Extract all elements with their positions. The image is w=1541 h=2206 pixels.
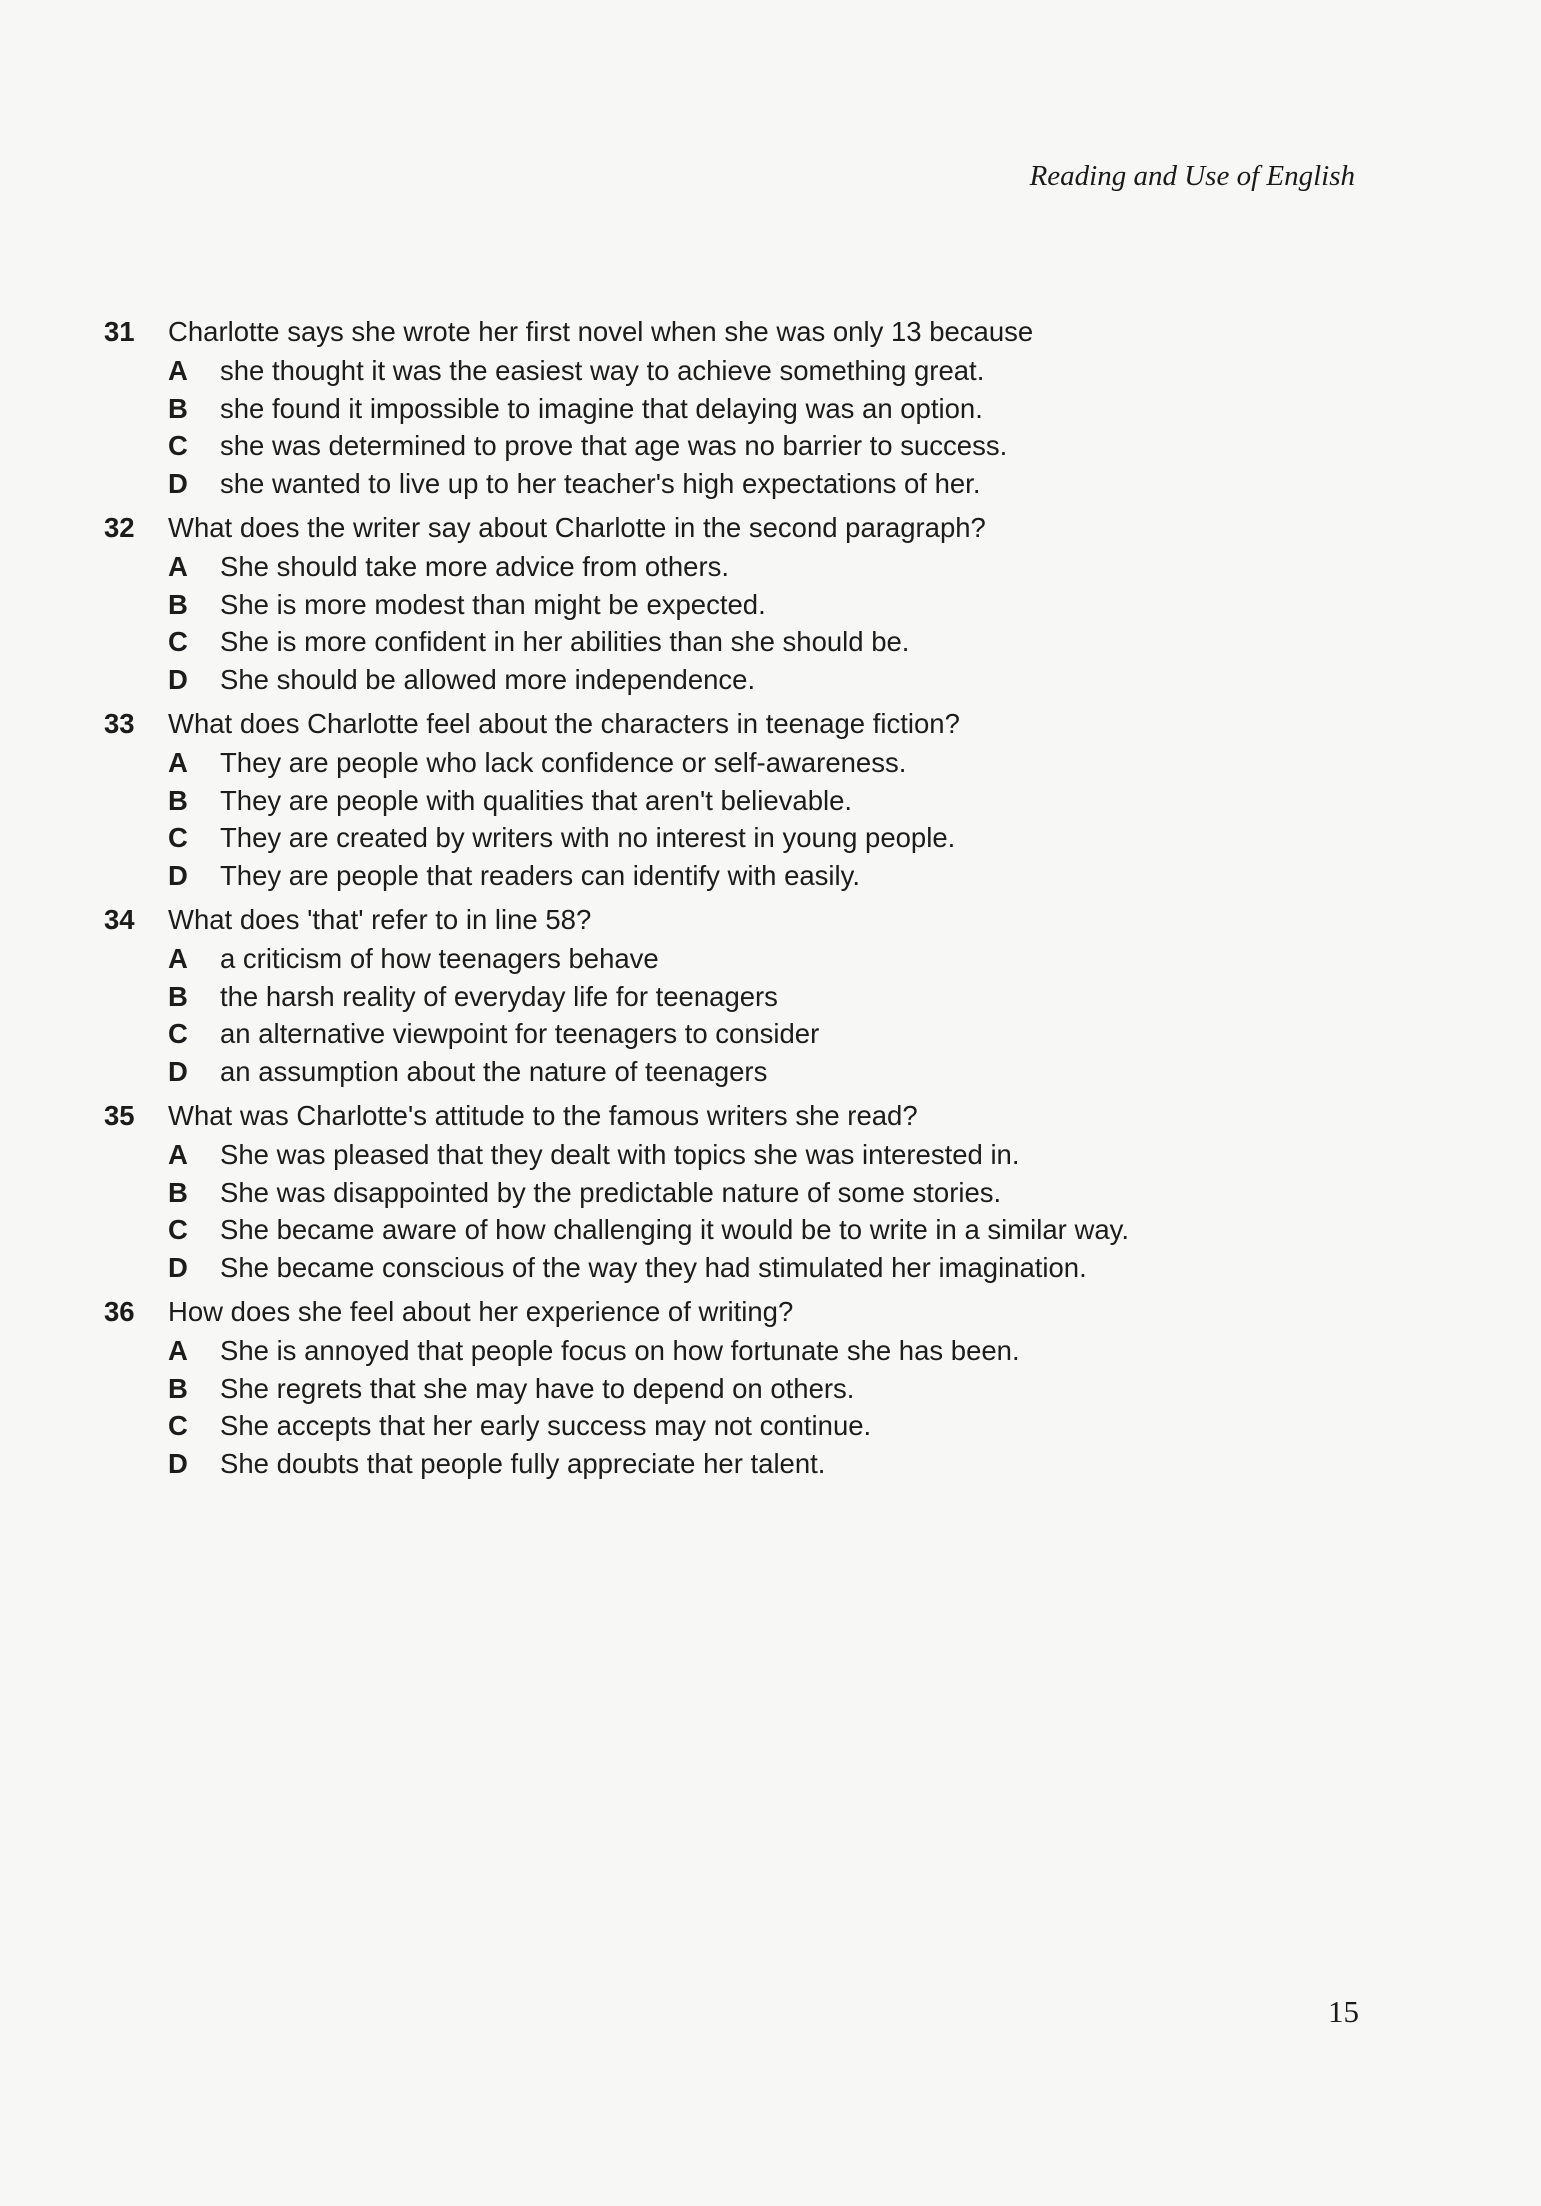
option-letter: C [168,1410,188,1441]
option-text: She became aware of how challenging it would be to write in a similar way. [220,1214,1129,1245]
question-number: 32 [104,512,135,543]
option-a [168,352,1354,390]
question-stem [104,312,1354,352]
option-text: They are people with qualities that aren't believable. [220,784,853,816]
running-header: Reading and Use of English [1029,160,1355,192]
question-32 [104,508,1354,698]
option-d [168,1053,1354,1091]
option-letter: B [168,980,188,1012]
option-letter: C [168,822,188,853]
option-text: She accepts that her early success may not continue. [220,1410,872,1441]
option-text: she thought it was the easiest way to achieve something great. [220,355,985,386]
option-c [168,427,1354,465]
option-a [168,1136,1354,1174]
option-text: They are people who lack confidence or self-awareness. [220,747,907,778]
option-d [168,857,1354,895]
option-letter: D [168,467,188,499]
option-c [168,1015,1354,1053]
option-letter: C [168,1214,188,1245]
option-text: She doubts that people fully appreciate her talent. [220,1447,826,1479]
option-d [168,465,1354,503]
option-b [168,782,1354,820]
option-c [168,1407,1354,1445]
option-letter: D [168,1055,188,1087]
option-d [168,1445,1354,1483]
option-list [168,352,1354,502]
option-c [168,623,1354,661]
option-letter: A [168,943,188,974]
option-text: she wanted to live up to her teacher's high expectations of her. [220,467,981,499]
option-b [168,978,1354,1016]
option-b [168,1370,1354,1408]
question-text: What does 'that' refer to in line 58? [168,904,592,935]
option-text: She should be allowed more independence. [220,663,756,695]
option-a [168,548,1354,586]
option-d [168,1249,1354,1287]
question-number: 35 [104,1100,135,1131]
question-text: Charlotte says she wrote her first novel when she was only 13 because [168,316,1034,347]
option-letter: A [168,355,188,386]
option-b [168,390,1354,428]
option-letter: A [168,1139,188,1170]
option-letter: C [168,1018,188,1049]
question-number: 36 [104,1296,135,1327]
question-stem [104,508,1354,548]
option-c [168,819,1354,857]
option-letter: C [168,626,188,657]
option-letter: B [168,1176,188,1208]
option-letter: A [168,551,188,582]
question-text: How does she feel about her experience of writing? [168,1296,794,1327]
question-text: What does the writer say about Charlotte in the second paragraph? [168,512,986,543]
option-list [168,940,1354,1090]
option-text: They are people that readers can identify with easily. [220,859,860,891]
question-stem [104,1292,1354,1332]
question-number: 31 [104,316,135,347]
question-list [104,312,1354,1488]
option-text: She is annoyed that people focus on how fortunate she has been. [220,1335,1020,1366]
option-letter: B [168,588,188,620]
option-text: she was determined to prove that age was no barrier to success. [220,430,1008,461]
option-a [168,940,1354,978]
option-letter: C [168,430,188,461]
option-list [168,1136,1354,1286]
option-b [168,1174,1354,1212]
option-letter: D [168,663,188,695]
question-number: 34 [104,904,135,935]
option-text: the harsh reality of everyday life for teenagers [220,980,778,1012]
option-letter: B [168,784,188,816]
option-b [168,586,1354,624]
question-34 [104,900,1354,1090]
question-36 [104,1292,1354,1482]
option-text: she found it impossible to imagine that delaying was an option. [220,392,983,424]
option-d [168,661,1354,699]
question-stem [104,1096,1354,1136]
question-stem [104,900,1354,940]
option-letter: D [168,1251,188,1283]
option-list [168,548,1354,698]
question-33 [104,704,1354,894]
question-number: 33 [104,708,135,739]
option-letter: D [168,859,188,891]
page-number: 15 [1328,1994,1359,2029]
option-letter: A [168,1335,188,1366]
question-text: What does Charlotte feel about the characters in teenage fiction? [168,708,960,739]
option-letter: B [168,1372,188,1404]
option-text: She is more confident in her abilities than she should be. [220,626,910,657]
option-a [168,1332,1354,1370]
option-list [168,744,1354,894]
option-text: an alternative viewpoint for teenagers to consider [220,1018,820,1049]
option-text: She was disappointed by the predictable nature of some stories. [220,1176,1002,1208]
option-text: She was pleased that they dealt with topics she was interested in. [220,1139,1020,1170]
option-text: She should take more advice from others. [220,551,730,582]
question-stem [104,704,1354,744]
option-list [168,1332,1354,1482]
option-text: She regrets that she may have to depend on others. [220,1372,855,1404]
question-31 [104,312,1354,502]
option-text: an assumption about the nature of teenagers [220,1055,768,1087]
option-c [168,1211,1354,1249]
option-letter: A [168,747,188,778]
option-letter: D [168,1447,188,1479]
option-letter: B [168,392,188,424]
option-text: a criticism of how teenagers behave [220,943,659,974]
option-text: They are created by writers with no interest in young people. [220,822,956,853]
option-a [168,744,1354,782]
option-text: She became conscious of the way they had stimulated her imagination. [220,1251,1087,1283]
question-text: What was Charlotte's attitude to the famous writers she read? [168,1100,918,1131]
question-35 [104,1096,1354,1286]
option-text: She is more modest than might be expected. [220,588,766,620]
